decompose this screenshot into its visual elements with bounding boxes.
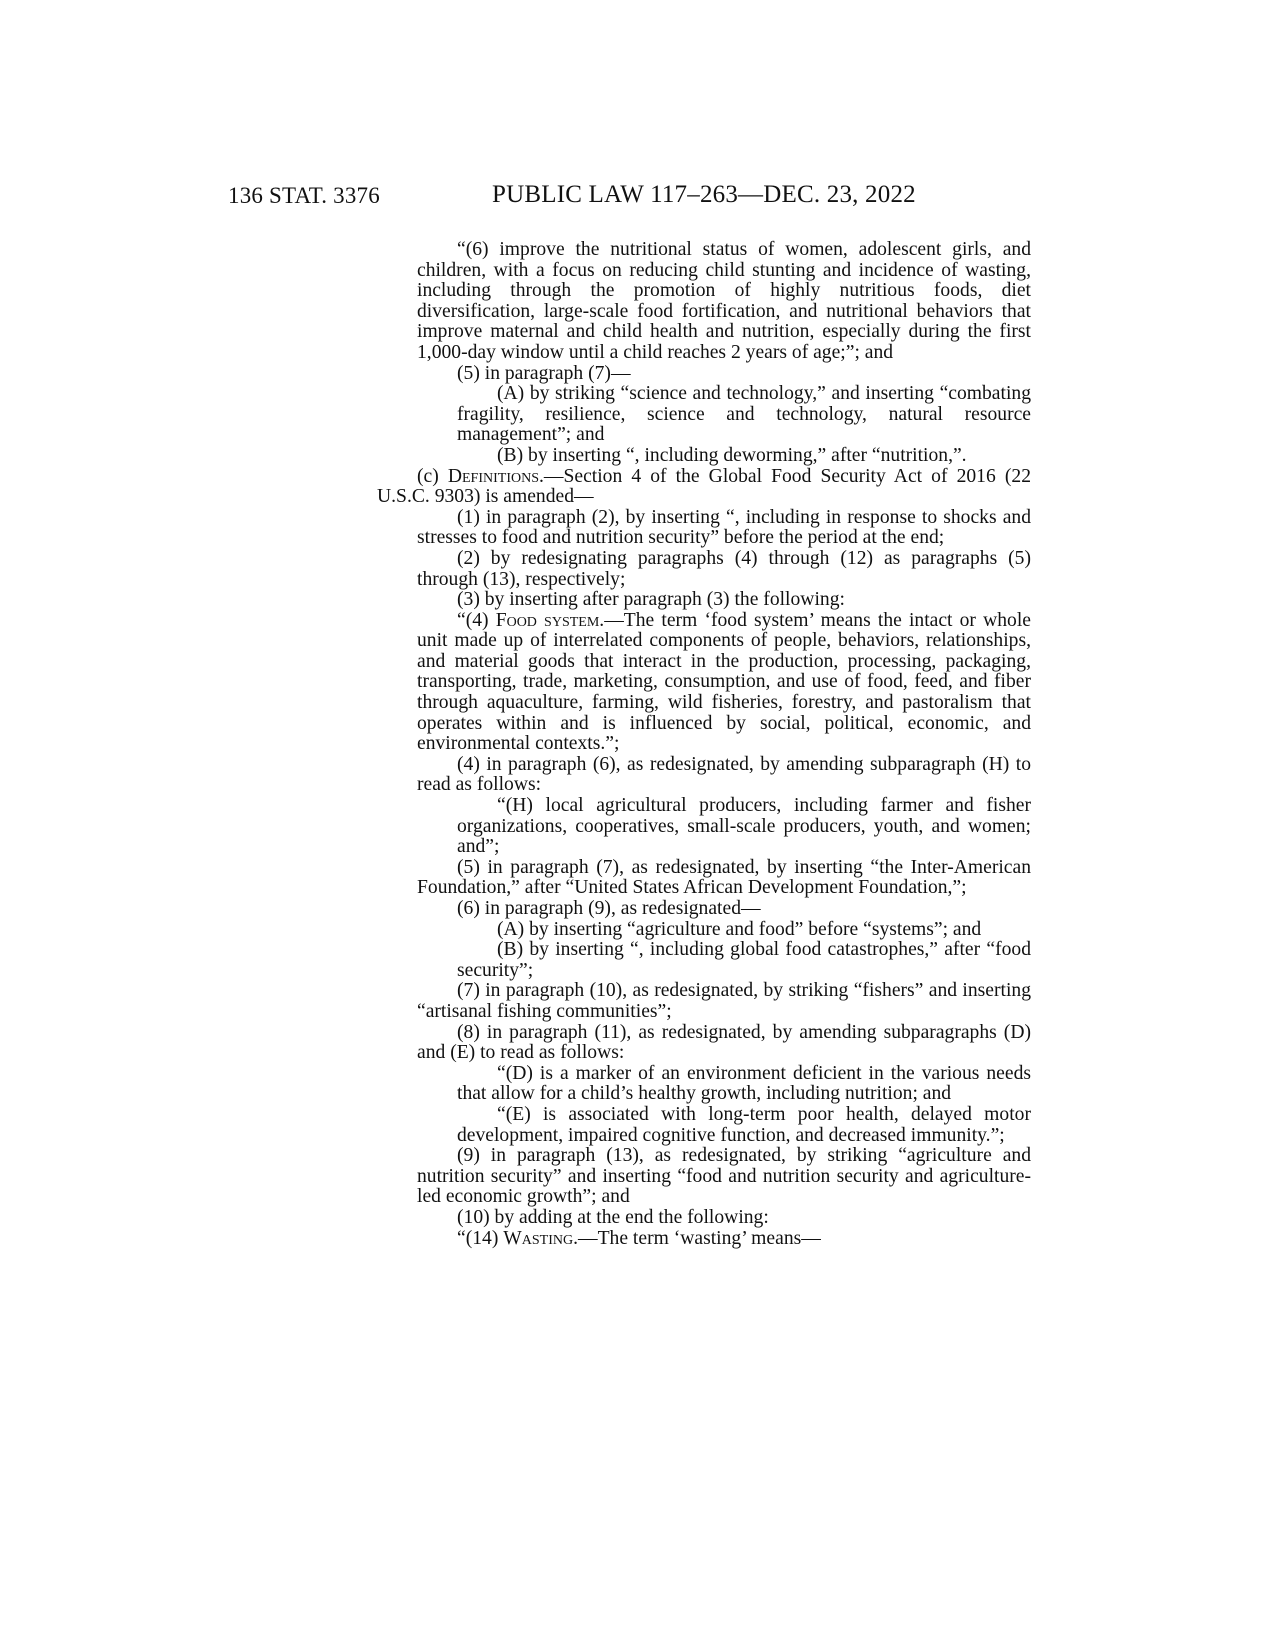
paragraph: (B) by inserting “, including global food catastrophes,” after “food security”; (457, 939, 1031, 981)
definition-wasting: “(14) Wasting.—The term ‘wasting’ means— (457, 1227, 821, 1249)
stat-reference: 136 STAT. 3376 (228, 183, 380, 208)
section-heading: Definitions (447, 465, 539, 487)
paragraph: (6) in paragraph (9), as redesignated— (457, 898, 761, 919)
page-title: PUBLIC LAW 117–263—DEC. 23, 2022 (492, 181, 916, 208)
paragraph: (A) by striking “science and technology,” and inserting “combating fragility, resilience, science and technology, natural resource management”; and (457, 383, 1031, 446)
paragraph: (5) in paragraph (7)— (457, 362, 631, 384)
paragraph: “(H) local agricultural producers, including farmer and fisher organizations, cooperatives, small-scale producers, youth, and women; and”; (457, 795, 1031, 858)
paragraph: (10) by adding at the end the following: (457, 1206, 769, 1228)
paragraph: (3) by inserting after paragraph (3) the following: (457, 589, 845, 611)
paragraph: “(E) is associated with long-term poor health, delayed motor development, impaired cognitive function, and decreased immunity.”; (457, 1103, 1031, 1146)
paragraph: (8) in paragraph (11), as redesignated, by amending subparagraphs (D) and (E) to read as follows: (417, 1021, 1031, 1064)
paragraph: (4) in paragraph (6), as redesignated, by amending subparagraph (H) to read as follows: (417, 753, 1031, 796)
paragraph: (9) in paragraph (13), as redesignated, by striking “agriculture and nutrition security” and inserting “food and nutrition security and agriculture-led economic growth”; and (417, 1145, 1031, 1208)
section-definitions: (c) Definitions.—Section 4 of the Global Food Security Act of 2016 (22 U.S.C. 9303) is amended— (377, 465, 1031, 508)
definition-food-system: “(4) Food system.—The term ‘food system’ means the intact or whole unit made up of interrelated components of people, behaviors, relationships, and material goods that interact in the production, processing, packaging, transporting, trade, marketing, consumption, and use of food, feed, and fiber through aquaculture, farming, wild fisheries, forestry, and pastoralism that operates within and is influenced by social, political, economic, and environmental contexts.”; (417, 609, 1031, 755)
paragraph: (5) in paragraph (7), as redesignated, by inserting “the Inter-American Foundation,” after “United States African Development Foundation,”; (417, 856, 1031, 899)
term-heading: Food system (495, 609, 600, 631)
paragraph: (7) in paragraph (10), as redesignated, by striking “fishers” and inserting “artisanal fishing communities”; (417, 980, 1031, 1022)
term-heading: Wasting (503, 1227, 574, 1249)
paragraph: “(D) is a marker of an environment deficient in the various needs that allow for a child’s healthy growth, including nutrition; and (457, 1062, 1031, 1105)
document-body (377, 240, 1031, 1249)
paragraph: (1) in paragraph (2), by inserting “, including in response to shocks and stresses to food and nutrition security” before the period at the end; (417, 506, 1031, 549)
paragraph: (A) by inserting “agriculture and food” before “systems”; and (497, 918, 982, 940)
paragraph: (B) by inserting “, including deworming,” after “nutrition,”. (497, 444, 967, 466)
paragraph: (2) by redesignating paragraphs (4) through (12) as paragraphs (5) through (13), respectively; (417, 547, 1031, 590)
paragraph: “(6) improve the nutritional status of women, adolescent girls, and children, with a focus on reducing child stunting and incidence of wasting, including through the promotion of highly nutritious foods, diet diversification, large-scale food fortification, and nutritional behaviors that improve maternal and child health and nutrition, especially during the first 1,000-day window until a child reaches 2 years of age;”; and (417, 239, 1031, 363)
